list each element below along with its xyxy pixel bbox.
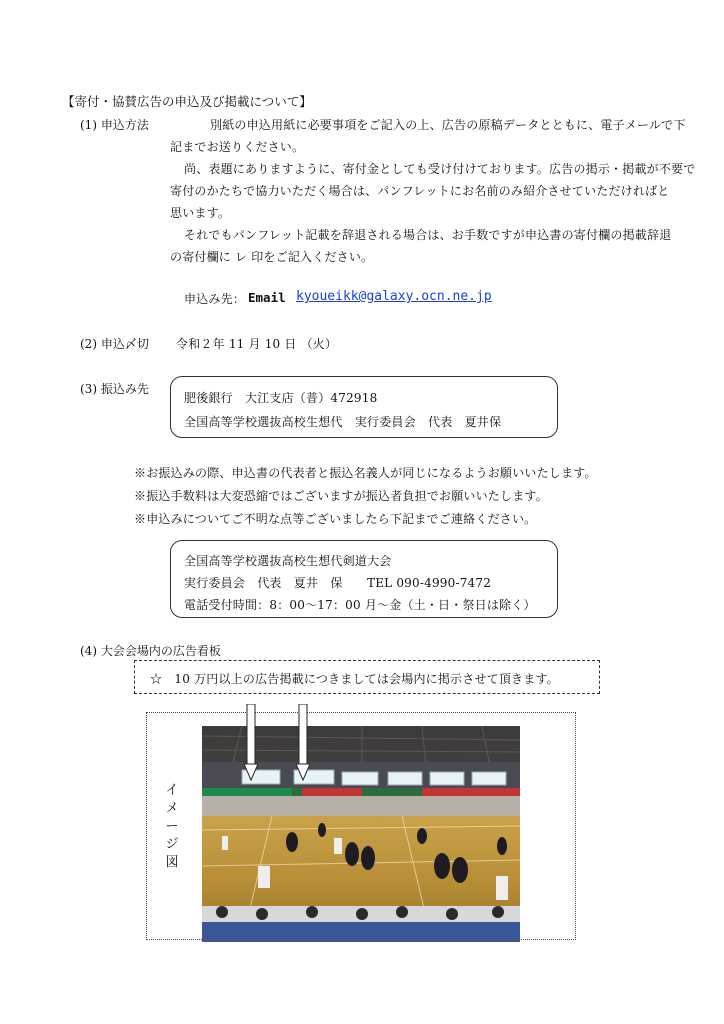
- note-line: ※申込みについてご不明な点等ございましたら下記までご連絡ください。: [134, 512, 537, 526]
- bank-line: 全国高等学校選抜高校生想代 実行委員会 代表 夏井保: [184, 415, 502, 429]
- section-1-line: それでもパンフレット記載を辞退される場合は、お手数ですが申込書の寄付欄の掲載辞退: [184, 228, 672, 242]
- section-1-line: 思います。: [170, 206, 231, 220]
- section-4-label: (4) 大会会場内の広告看板: [80, 644, 221, 658]
- section-2-label: (2) 申込〆切: [80, 337, 149, 351]
- section-1-line: 寄付のかたちで協力いただく場合は、パンフレットにお名前のみ紹介させていただければと: [170, 184, 670, 198]
- page-heading: 【寄付・協賛広告の申込及び掲載について】: [62, 94, 312, 109]
- note-line: ※お振込みの際、申込書の代表者と振込名義人が同じになるようお願いいたします。: [134, 466, 597, 480]
- notice-text: ☆ 10 万円以上の広告掲載につきましては会場内に掲示させて頂きます。: [150, 672, 559, 686]
- image-caption: イメージ図: [165, 783, 179, 870]
- down-arrow-icon: [296, 704, 308, 785]
- deadline-value: 令和２年 11 月 10 日 （火）: [176, 337, 338, 351]
- email-label: Email: [248, 290, 286, 305]
- section-1-label: (1) 申込方法: [80, 118, 149, 132]
- contact-line: 電話受付時間：8：00〜17：00 月〜金（土・日・祭日は除く）: [184, 598, 536, 612]
- contact-label: 申込み先：: [184, 292, 246, 306]
- contact-line: 全国高等学校選抜高校生想代剣道大会: [184, 554, 392, 568]
- down-arrow-icon: [244, 704, 256, 785]
- contact-line: 実行委員会 代表 夏井 保 TEL 090-4990-7472: [184, 576, 492, 590]
- note-line: ※振込手数料は大変恐縮ではございますが振込者負担でお願いいたします。: [134, 489, 548, 503]
- section-1-line: 別紙の申込用紙に必要事項をご記入の上、広告の原稿データとともに、電子メールで下: [210, 118, 686, 132]
- section-1-line: 尚、表題にありますように、寄付金としても受け付けております。広告の掲示・掲載が不要で: [184, 162, 696, 176]
- section-3-label: (3) 振込み先: [80, 382, 149, 396]
- section-1-line: の寄付欄に レ 印をご記入ください。: [170, 250, 374, 264]
- bank-line: 肥後銀行 大江支店（普）472918: [184, 391, 378, 405]
- email-link[interactable]: kyoueikk@galaxy.ocn.ne.jp: [296, 289, 492, 304]
- section-1-line: 記までお送りください。: [170, 140, 305, 154]
